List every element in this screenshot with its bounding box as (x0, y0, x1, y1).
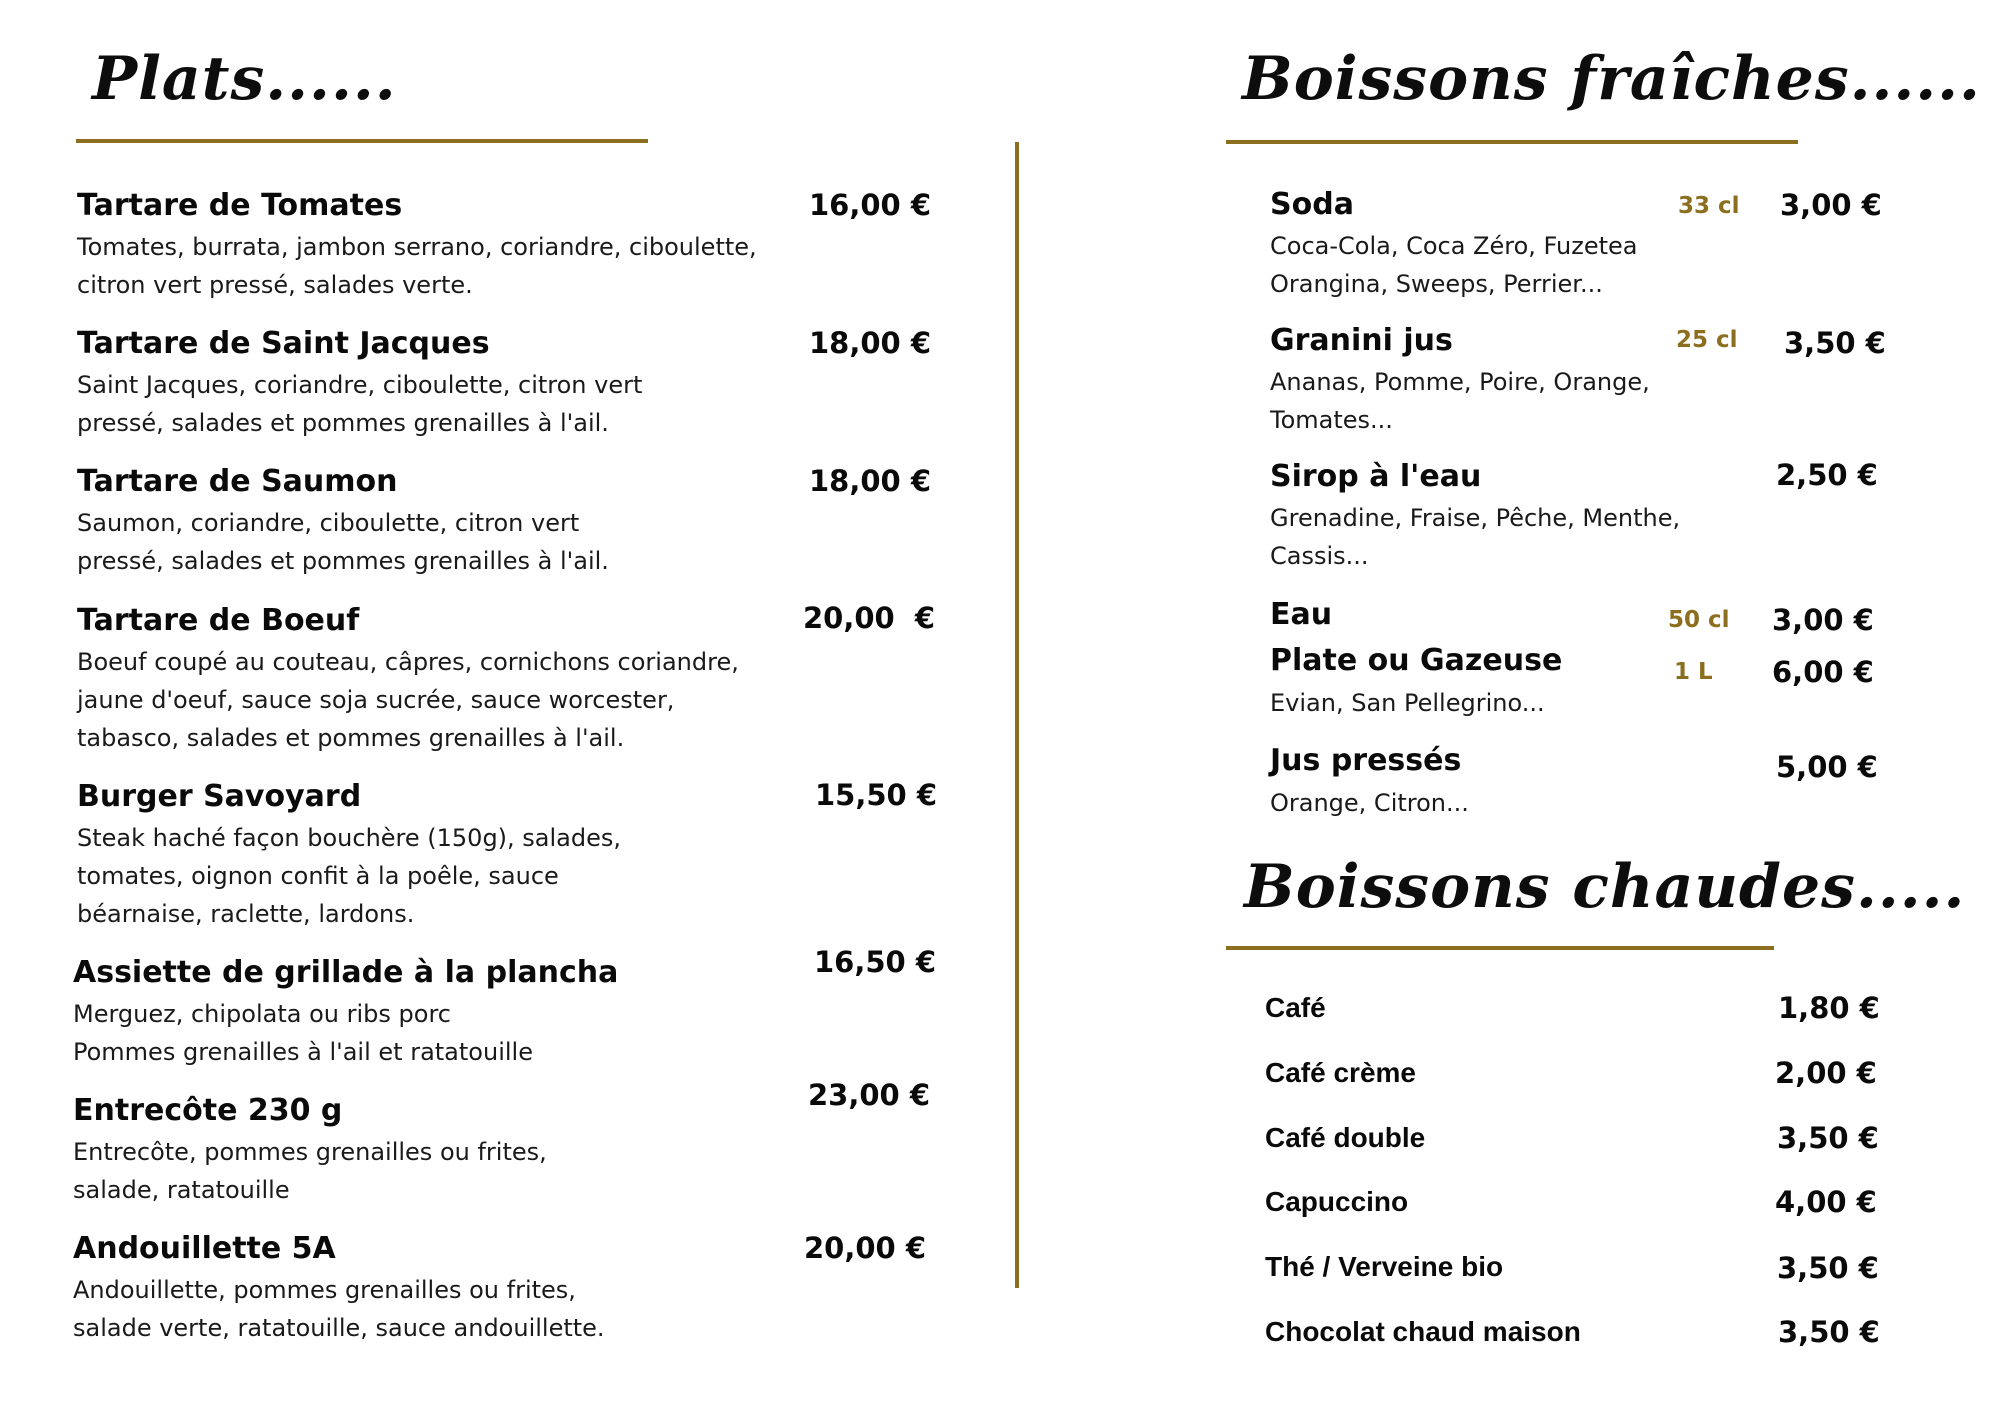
drink-price: 2,50 € (1776, 458, 1878, 492)
hot-drink-price: 2,00 € (1775, 1056, 1877, 1090)
dish-description: jaune d'oeuf, sauce soja sucrée, sauce worcester, (77, 686, 675, 714)
dish-description: tomates, oignon confit à la poêle, sauce (77, 862, 559, 890)
dish-description: Entrecôte, pommes grenailles ou frites, (73, 1138, 547, 1166)
drink-name: Granini jus (1270, 323, 1453, 358)
hot-drink-price: 3,50 € (1777, 1251, 1879, 1285)
boissons-chaudes-heading: Boissons chaudes..... (1244, 852, 1966, 922)
dish-price: 20,00 € (804, 1231, 927, 1265)
dish-price: 16,00 € (809, 188, 932, 222)
drink-description: Grenadine, Fraise, Pêche, Menthe, (1270, 504, 1681, 532)
drink-name: Eau (1270, 597, 1333, 632)
dish-name: Assiette de grillade à la plancha (73, 955, 619, 990)
dish-price: 18,00 € (809, 326, 932, 360)
hot-drink-name: Thé / Verveine bio (1265, 1251, 1504, 1282)
drink-volume: 1 L (1674, 659, 1713, 685)
dish-description: citron vert pressé, salades verte. (77, 271, 473, 299)
drink-price: 5,00 € (1776, 750, 1878, 784)
dish-price: 16,50 € (814, 945, 937, 979)
hot-drink-name: Café (1265, 992, 1326, 1023)
hot-drink-name: Chocolat chaud maison (1265, 1316, 1581, 1347)
dish-description: Pommes grenailles à l'ail et ratatouille (73, 1038, 533, 1066)
dish-description: Tomates, burrata, jambon serrano, coriandre, ciboulette, (77, 233, 757, 261)
hot-drink-price: 1,80 € (1778, 991, 1880, 1025)
drink-price: 3,50 € (1784, 326, 1886, 360)
hot-drink-price: 3,50 € (1778, 1315, 1880, 1349)
drink-description: Coca-Cola, Coca Zéro, Fuzetea (1270, 232, 1638, 260)
dish-price: 15,50 € (815, 778, 938, 812)
drink-price: 3,00 € (1780, 188, 1882, 222)
drink-description: Tomates... (1270, 406, 1393, 434)
column-divider (1015, 142, 1019, 1288)
dish-name: Tartare de Saint Jacques (77, 326, 490, 361)
drink-name: Jus pressés (1270, 743, 1462, 778)
dish-description: Saint Jacques, coriandre, ciboulette, citron vert (77, 371, 643, 399)
drink-volume: 33 cl (1678, 193, 1740, 219)
dish-description: béarnaise, raclette, lardons. (77, 900, 415, 928)
dish-price: 23,00 € (808, 1078, 931, 1112)
drink-price: 3,00 € (1772, 603, 1874, 637)
dish-price: 20,00 € (803, 601, 936, 635)
hot-drink-name: Capuccino (1265, 1186, 1409, 1217)
dish-name: Entrecôte 230 g (73, 1093, 343, 1128)
dish-description: Andouillette, pommes grenailles ou frites, (73, 1276, 576, 1304)
dish-description: salade, ratatouille (73, 1176, 290, 1204)
drink-description: Orange, Citron... (1270, 789, 1469, 817)
drink-description: Evian, San Pellegrino... (1270, 689, 1545, 717)
dish-name: Tartare de Boeuf (77, 603, 360, 638)
dish-name: Andouillette 5A (73, 1231, 336, 1266)
drink-description: Orangina, Sweeps, Perrier... (1270, 270, 1603, 298)
drink-name: Soda (1270, 187, 1354, 222)
hot-drink-price: 4,00 € (1775, 1185, 1877, 1219)
dish-name: Tartare de Saumon (77, 464, 398, 499)
fraiches-underline (1226, 140, 1798, 144)
dish-description: Boeuf coupé au couteau, câpres, cornichons coriandre, (77, 648, 739, 676)
drink-name: Plate ou Gazeuse (1270, 643, 1563, 678)
drink-description: Ananas, Pomme, Poire, Orange, (1270, 368, 1650, 396)
dish-description: pressé, salades et pommes grenailles à l'ail. (77, 547, 609, 575)
plats-heading: Plats...... (92, 44, 397, 114)
dish-price: 18,00 € (809, 464, 932, 498)
dish-description: pressé, salades et pommes grenailles à l'ail. (77, 409, 609, 437)
dish-description: Saumon, coriandre, ciboulette, citron vert (77, 509, 580, 537)
dish-description: salade verte, ratatouille, sauce andouillette. (73, 1314, 605, 1342)
dish-description: Steak haché façon bouchère (150g), salades, (77, 824, 622, 852)
drink-volume: 25 cl (1676, 327, 1738, 353)
chaudes-underline (1226, 946, 1774, 950)
drink-name: Sirop à l'eau (1270, 459, 1482, 494)
drink-description: Cassis... (1270, 542, 1369, 570)
dish-name: Tartare de Tomates (77, 188, 403, 223)
boissons-fraiches-heading: Boissons fraîches...... (1242, 44, 1981, 114)
hot-drink-name: Café crème (1265, 1057, 1416, 1088)
plats-underline (76, 139, 648, 143)
drink-volume: 50 cl (1668, 607, 1730, 633)
dish-name: Burger Savoyard (77, 779, 362, 814)
dish-description: tabasco, salades et pommes grenailles à l'ail. (77, 724, 625, 752)
hot-drink-price: 3,50 € (1777, 1121, 1879, 1155)
dish-description: Merguez, chipolata ou ribs porc (73, 1000, 451, 1028)
hot-drink-name: Café double (1265, 1122, 1426, 1153)
drink-price: 6,00 € (1772, 655, 1874, 689)
